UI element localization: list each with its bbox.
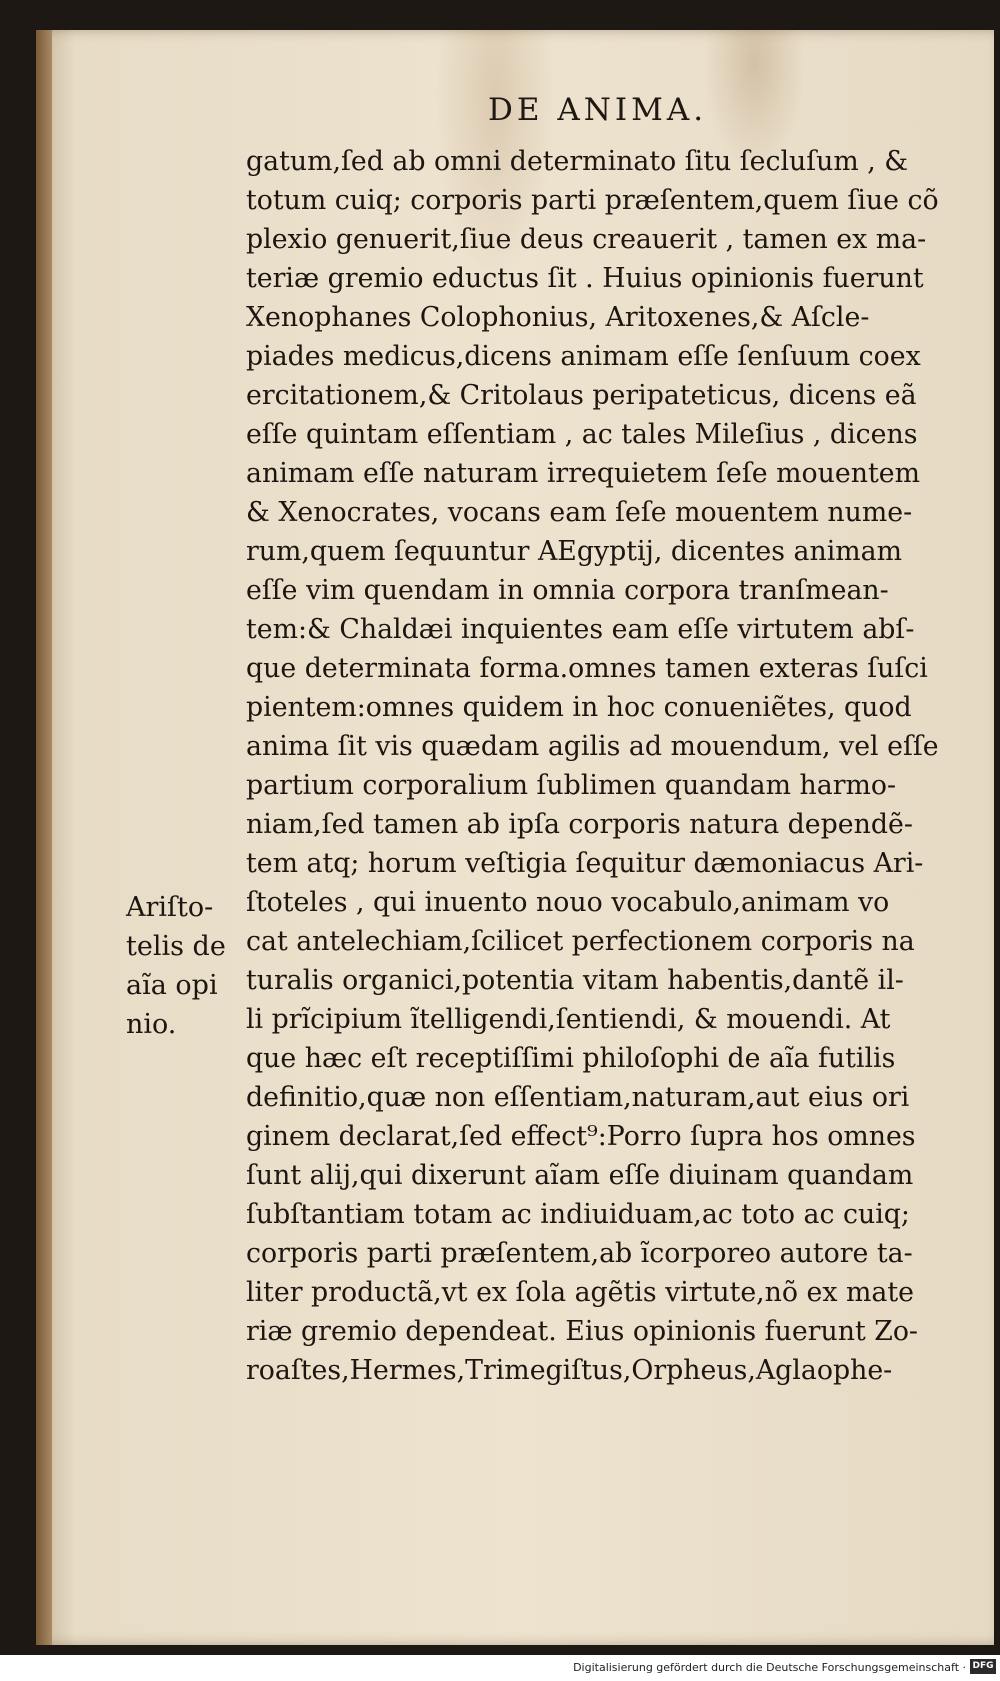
text-line: plexio genuerit,ſiue deus creauerit , tamen ex ma- [246,224,927,255]
text-line: teriæ gremio eductus ſit . Huius opinionis fuerunt [246,263,924,294]
text-line: que hæc eſt receptiſſimi philoſophi de aĩa futilis [246,1043,896,1074]
text-line: ſunt alij,qui dixerunt aĩam eſſe diuinam quandam [246,1160,914,1191]
text-line: roaſtes,Hermes,Trimegiſtus,Orpheus,Aglaophe- [246,1355,893,1386]
margin-note-line: Ariſto- [126,892,214,923]
text-line: li prĩcipium ĩtelligendi,ſentiendi, & mouendi. At [246,1004,891,1035]
text-line: riæ gremio dependeat. Eius opinionis fuerunt Zo- [246,1316,918,1347]
text-line: gatum,ſed ab omni determinato ſitu ſecluſum , & [246,146,909,177]
margin-note-line: telis de [126,931,226,962]
text-line: ercitationem,& Critolaus peripateticus, dicens eã [246,380,917,411]
text-line: tem:& Chaldæi inquientes eam eſſe virtutem abſ- [246,614,915,645]
footer-bar [0,1655,1000,1681]
text-line: anima ſit vis quædam agilis ad mouendum, vel eſſe [246,731,939,762]
text-line: pientem:omnes quidem in hoc conueniẽtes, quod [246,692,912,723]
text-line: turalis organici,potentia vitam habentis,dantẽ il- [246,965,904,996]
text-line: & Xenocrates, vocans eam ſeſe mouentem nume- [246,497,913,528]
text-line: liter productã,vt ex ſola agẽtis virtute,nõ ex mate [246,1277,914,1308]
margin-note-line: nio. [126,1009,177,1040]
text-line: eſſe vim quendam in omnia corpora tranſmean- [246,575,889,606]
text-line: corporis parti præſentem,ab ĩcorporeo autore ta- [246,1238,913,1269]
text-line: eſſe quintam eſſentiam , ac tales Mileſius , dicens [246,419,918,450]
dfg-logo: DFG [970,1659,996,1674]
text-line: ſubſtantiam totam ac indiuiduam,ac toto ac cuiq; [246,1199,910,1230]
text-line: Xenophanes Colophonius, Aritoxenes,& Aſcle- [246,302,870,333]
running-head: DE ANIMA. [488,92,708,128]
text-line: partium corporalium ſublimen quandam harmo- [246,770,897,801]
text-line: rum,quem ſequuntur AEgyptij, dicentes animam [246,536,903,567]
text-line: cat antelechiam,ſcilicet perfectionem corporis na [246,926,915,957]
text-line: tem atq; horum veſtigia ſequitur dæmoniacus Ari- [246,848,924,879]
margin-note [126,888,246,1044]
page-edge [36,30,52,1645]
text-line: totum cuiq; corporis parti præſentem,quem ſiue cõ [246,185,939,216]
text-line: ginem declarat,ſed effect⁹:Porro ſupra hos omnes [246,1121,916,1152]
text-line: ſtoteles , qui inuento nouo vocabulo,animam vo [246,887,890,918]
body-text [246,142,952,1390]
text-line: piades medicus,dicens animam eſſe ſenſuum coex [246,341,921,372]
text-line: definitio,quæ non eſſentiam,naturam,aut eius ori [246,1082,910,1113]
text-line: niam,ſed tamen ab ipſa corporis natura dependẽ- [246,809,913,840]
footer-credit: Digitalisierung gefördert durch die Deutsche Forschungsgemeinschaft · [573,1661,966,1674]
text-line: animam eſſe naturam irrequietem ſeſe mouentem [246,458,920,489]
text-line: que determinata forma.omnes tamen exteras ſuſci [246,653,928,684]
margin-note-line: aĩa opi [126,970,218,1001]
